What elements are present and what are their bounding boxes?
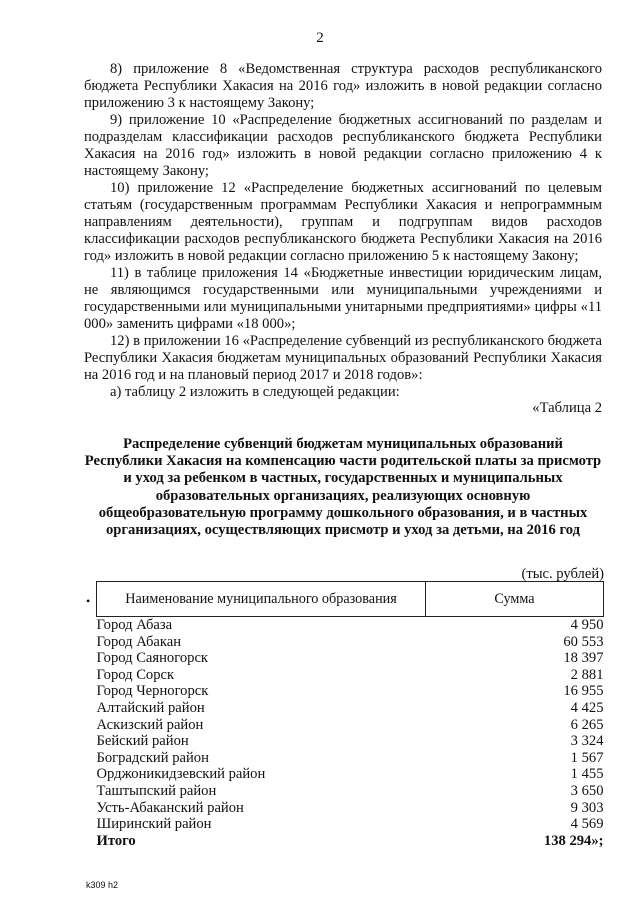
row-name: Город Саяногорск	[96, 650, 209, 667]
row-sum: 16 955	[563, 683, 604, 700]
total-label: Итого	[96, 832, 136, 849]
row-sum: 1 455	[570, 766, 604, 783]
table-row	[97, 766, 604, 783]
paragraph-item-9: 9) приложение 10 «Распределение бюджетных ассигнований по разделам и подразделам классификации расходов республиканского бюджета Республики Хакасия на 2016 год» изложить в новой редакции согласно приложению 4 к настоящему Закону;	[84, 112, 602, 179]
table-row	[97, 650, 604, 667]
row-name: Боградский район	[96, 749, 209, 766]
amendment-text	[84, 61, 602, 401]
row-sum: 4 425	[570, 699, 604, 716]
row-name: Город Абакан	[96, 633, 182, 650]
row-sum: 9 303	[570, 799, 604, 816]
row-sum: 1 567	[570, 749, 604, 766]
table-row	[97, 683, 604, 700]
paragraph-item-10: 10) приложение 12 «Распределение бюджетных ассигнований по целевым статьям (государственным программам Республики Хакасия и непрограммным направлениям деятельности), группам и подгруппам видов расходов классификации расходов республиканского бюджета Республики Хакасия на 2016 год» изложить в новой редакции согласно приложению 5 к настоящему Закону;	[84, 180, 602, 264]
row-name: Усть-Абаканский район	[96, 799, 244, 816]
row-name: Бейский район	[96, 733, 189, 750]
row-name: Алтайский район	[96, 699, 205, 716]
total-sum: 138 294»;	[543, 832, 604, 849]
row-name: Ширинский район	[96, 816, 212, 833]
row-sum: 6 265	[570, 716, 604, 733]
row-sum: 4 569	[570, 816, 604, 833]
table-row	[97, 750, 604, 767]
table-row	[97, 617, 604, 634]
table-row	[97, 800, 604, 817]
column-header-name: Наименование муниципального образования	[97, 582, 426, 617]
paragraph-item-a: а) таблицу 2 изложить в следующей редакции:	[110, 384, 400, 400]
row-sum: 3 650	[570, 782, 604, 799]
table-row	[97, 667, 604, 684]
row-name: Город Абаза	[96, 617, 173, 633]
row-name: Город Черногорск	[96, 683, 209, 700]
row-name: Аскизский район	[96, 716, 204, 733]
paragraph-item-12: 12) в приложении 16 «Распределение субвенций из республиканского бюджета Республики Хакасия бюджетам муниципальных образований Республики Хакасия на 2016 год и на плановый период 2017 и 2018 годов»:	[84, 333, 602, 383]
table-row	[97, 783, 604, 800]
row-name: Таштыпский район	[96, 782, 217, 799]
table-row	[97, 634, 604, 651]
row-sum: 2 881	[570, 666, 604, 683]
document-code: k309 h2	[86, 880, 119, 890]
table-row	[97, 816, 604, 833]
units-label: (тыс. рублей)	[521, 566, 604, 582]
bullet-mark: •	[86, 594, 91, 608]
row-name: Орджоникидзевский район	[96, 766, 266, 783]
row-sum: 4 950	[570, 617, 604, 633]
table-row	[97, 717, 604, 734]
table-row	[97, 733, 604, 750]
row-sum: 60 553	[563, 633, 604, 650]
table-title: Распределение субвенций бюджетам муниципальных образований Республики Хакасия на компенсацию части родительской платы за присмотр и уход за ребенком в частных, государственных и муниципальных образовательных организациях, реализующих основную общеобразовательную программу дошкольного образования, и в частных организациях, осуществляющих присмотр и уход за детьми, на 2016 год	[84, 436, 602, 539]
paragraph-item-11: 11) в таблице приложения 14 «Бюджетные инвестиции юридическим лицам, не являющимся государственными или муниципальными учреждениями и государственными или муниципальными унитарными предприятиями» цифры «11 000» заменить цифрами «18 000»;	[84, 265, 602, 332]
table-header-row	[97, 582, 604, 617]
row-sum: 3 324	[570, 733, 604, 750]
total-row	[97, 833, 604, 850]
column-header-sum: Сумма	[426, 582, 604, 617]
row-name: Город Сорск	[96, 666, 175, 683]
table-row	[97, 700, 604, 717]
subvention-table	[96, 581, 604, 849]
paragraph-item-8: 8) приложение 8 «Ведомственная структура расходов республиканского бюджета Республики Хакасия на 2016 год» изложить в новой редакции согласно приложению 3 к настоящему Закону;	[84, 61, 602, 111]
page-number: 2	[316, 30, 324, 46]
row-sum: 18 397	[563, 650, 604, 667]
table-reference: «Таблица 2	[532, 400, 602, 416]
